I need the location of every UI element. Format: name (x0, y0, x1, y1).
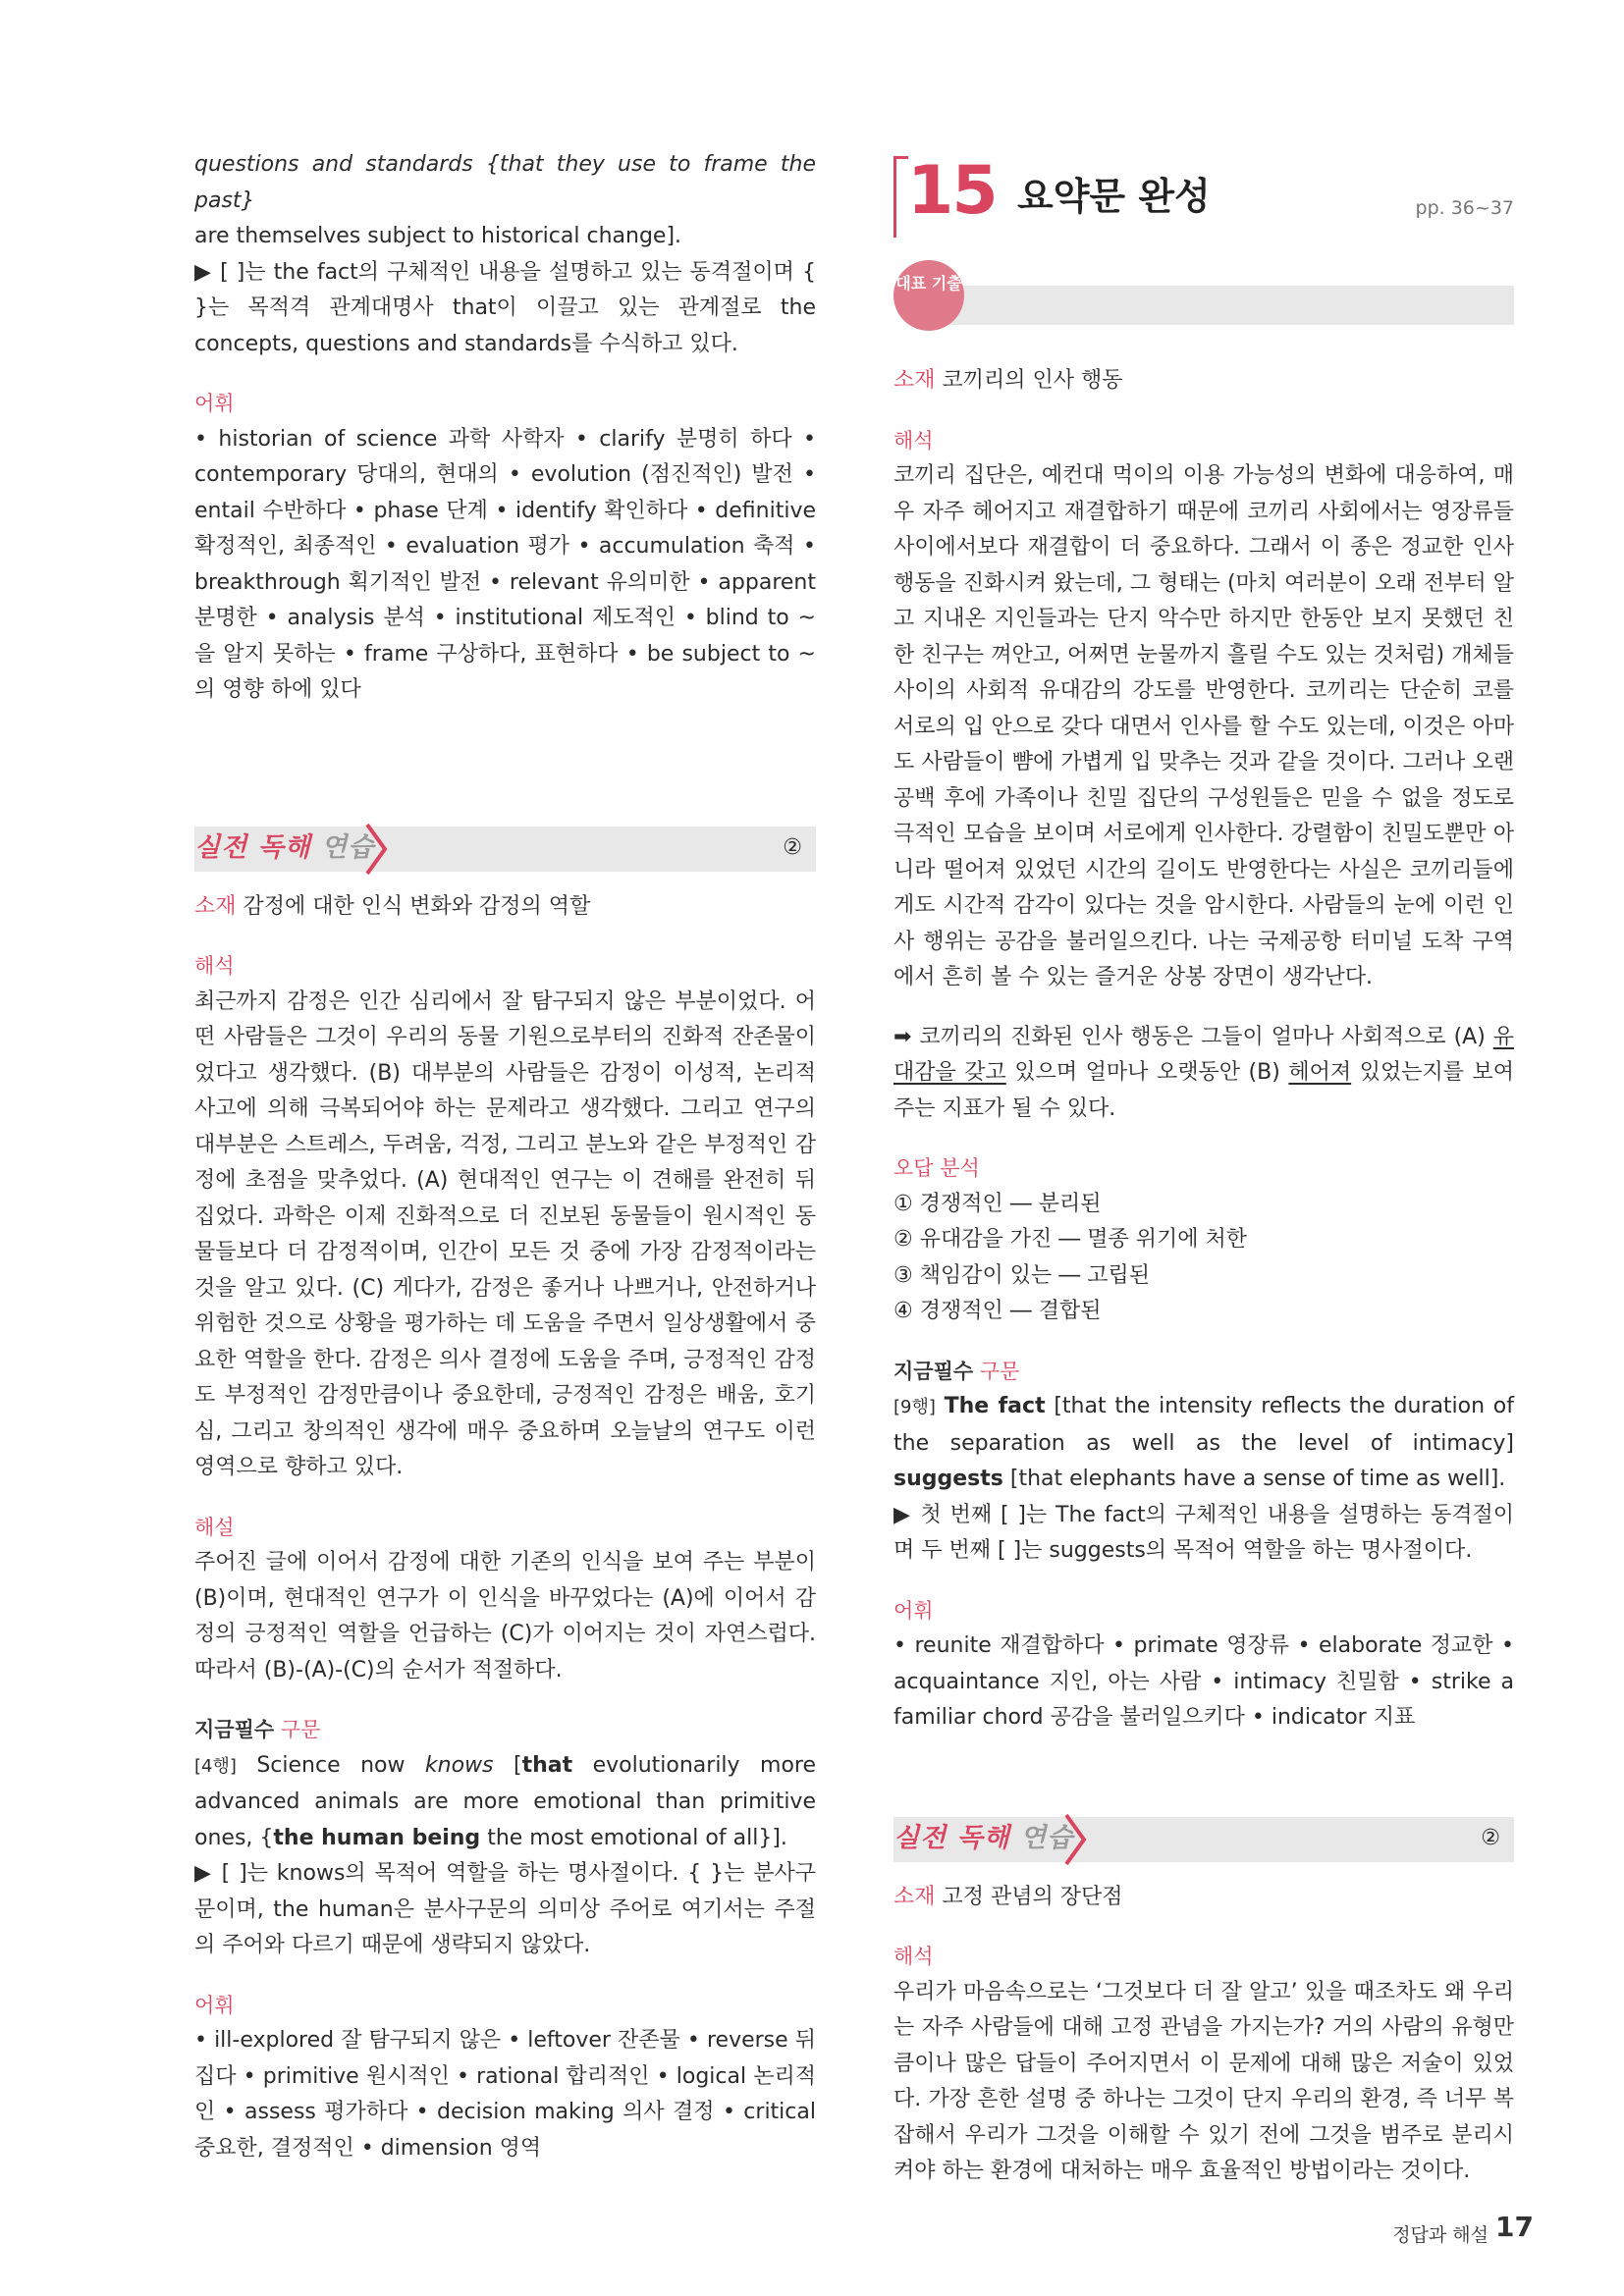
translation-label: 해석 (893, 428, 934, 453)
syntax-label: 지금필수 구문 (893, 1359, 1020, 1383)
explanation-text: 주어진 글에 이어서 감정에 대한 기존의 인식을 보여 주는 부분이 (B)이며, 현대적인 연구가 이 인식을 바꾸었다는 (A)에 이어서 감정의 긍정적인 역할을 언급하는 (C)가 이어지는 것이 자연스럽다. 따라서 (B)-(A)-(C)의 순서가 적절하다. (194, 1550, 816, 1682)
syntax-note: ▶ 첫 번째 [ ]는 The fact의 구체적인 내용을 설명하는 동격절이며 두 번째 [ ]는 suggests의 목적어 역할을 하는 명사절이다. (893, 1502, 1514, 1563)
syntax-sentence: [9행] The fact [that the intensity reflects the duration of the separation as well as the level of intimacy] suggests [that elephants have a sense of time as well]. (893, 1394, 1514, 1491)
translation2-label: 해석 (893, 1945, 934, 1968)
badge-row (893, 260, 1514, 325)
summary-answer-b: 헤어져 (1288, 1060, 1352, 1085)
summary-text: ➡ 코끼리의 진화된 인사 행동은 그들이 얼마나 사회적으로 (A) 유대감을 갖고 있으며 얼마나 오랫동안 (B) 헤어져 있었는지를 보여 주는 지표가 될 수 있다. (893, 1024, 1515, 1121)
vocab-list: • reunite 재결합하다 • primate 영장류 • elaborate 정교한 • acquaintance 지인, 아는 사람 • intimacy 친밀함 • strike a familiar chord 공감을 불러일으키다 • indicator 지표 (893, 1633, 1514, 1730)
practice-number: ② (783, 834, 802, 860)
topic2 (893, 1880, 1514, 1916)
translation2-text: 우리가 마음속으로는 ‘그것보다 더 잘 알고’ 있을 때조차도 왜 우리는 자주 사람들에 대해 고정 관념을 가지는가? 거의 사람의 유형만큼이나 많은 답들이 주어지면서 이 문제에 대해 많은 저술이 있었다. 가장 흔한 설명 중 하나는 그것이 단지 우리의 환경, 즉 너무 복잡해서 우리가 그것을 이해할 수 있기 전에 그것을 범주로 분리시켜야 하는 환경에 대처하는 매우 효율적인 방법이라는 것이다. (893, 1979, 1514, 2183)
wrong-answer-label: 오답 분석 (893, 1156, 980, 1180)
section-number: 15 (907, 152, 997, 230)
vocab-label: 어휘 (194, 392, 235, 415)
wrong-item: ② 유대감을 가진 ― 멸종 위기에 처한 (893, 1227, 1247, 1252)
practice-number: ② (1481, 1825, 1500, 1850)
intro-line-2: are themselves subject to historical change]. (194, 224, 682, 248)
topic-label: 소재 (194, 893, 237, 919)
practice-title: 실전 독해 연습 (893, 1822, 1074, 1853)
wrong-item: ③ 책임감이 있는 ― 고립된 (893, 1262, 1150, 1288)
section-pages: pp. 36~37 (1415, 197, 1514, 219)
syntax-sentence: [4행] Science now knows [that evolutionarily more advanced animals are more emotional than primitive ones, {the human being the most emotional of all}]. (194, 1752, 816, 1850)
representative-badge: 대표 기출 (893, 260, 964, 331)
topic-text: 코끼리의 인사 행동 (942, 368, 1123, 393)
vocab-list: • historian of science 과학 사학자 • clarify 분명히 하다 • contemporary 당대의, 현대의 • evolution (점진적인) 발전 • entail 수반하다 • phase 단계 • identify 확인하다 • definitive 확정적인, 최종적인 • evaluation 평가 • accumulation 축적 • breakthrough 획기적인 발전 • relevant 유의미한 • apparent 분명한 • analysis 분석 • institutional 제도적인 • blind to ~을 알지 못하는 • frame 구상하다, 표현하다 • be subject to ~의 영향 하에 있다 (194, 426, 816, 702)
translation-text: 코끼리 집단은, 예컨대 먹이의 이용 가능성의 변화에 대응하여, 매우 자주 헤어지고 재결합하기 때문에 코끼리 사회에서는 영장류들 사이에서보다 재결합이 더 중요하다. 그래서 이 종은 정교한 인사 행동을 진화시켜 왔는데, 그 형태는 (마치 여러분이 오래 전부터 알고 지내온 지인들과는 단지 악수만 하지만 한동안 보지 못했던 친한 친구는 껴안고, 어쩌면 눈물까지 흘릴 수도 있는 것처럼) 개체들 사이의 사회적 유대감의 강도를 반영한다. 코끼리는 단순히 코를 서로의 입 안으로 갖다 대면서 인사를 할 수도 있는데, 이것은 아마도 사람들이 뺨에 가볍게 입 맞추는 것과 같을 것이다. 그러나 오랜 공백 후에 가족이나 친밀 집단의 구성원들은 믿을 수 없을 정도로 극적인 모습을 보이며 서로에게 인사한다. 강렬함이 친밀도뿐만 아니라 떨어져 있었던 시간의 길이도 반영한다는 사실은 코끼리들에게도 시간적 감각이 있다는 것을 암시한다. 사람들의 눈에 이런 인사 행위는 공감을 불러일으킨다. 나는 국제공항 터미널 도착 구역에서 흔히 볼 수 있는 즐거운 상봉 장면이 생각난다. (893, 463, 1514, 989)
explanation-label: 해설 (194, 1515, 235, 1539)
page-number: 17 (1495, 2211, 1534, 2243)
footer-label: 정답과 해설 (1392, 2224, 1489, 2246)
left-column (194, 147, 816, 2166)
section-header (893, 152, 1514, 240)
syntax-note: ▶ [ ]는 knows의 목적어 역할을 하는 명사절이다. { }는 분사구문이며, the human은 분사구문의 의미상 주어로 여기서는 주절의 주어와 다르기 때문에 생략되지 않았다. (194, 1861, 816, 1957)
topic2-text: 고정 관념의 장단점 (942, 1884, 1123, 1909)
chevron-right-icon (1060, 1811, 1090, 1868)
topic (194, 889, 816, 926)
syntax-label: 지금필수 구문 (194, 1718, 321, 1741)
vocab2-list: • ill-explored 잘 탐구되지 않은 • leftover 잔존물 • reverse 뒤집다 • primitive 원시적인 • rational 합리적인 • logical 논리적인 • assess 평가하다 • decision making 의사 결정 • critical 중요한, 결정적인 • dimension 영역 (194, 2028, 816, 2161)
right-column (893, 363, 1514, 2190)
topic-label: 소재 (893, 368, 936, 393)
wrong-item: ① 경쟁적인 ― 분리된 (893, 1191, 1102, 1216)
wrong-item: ④ 경쟁적인 ― 결합된 (893, 1299, 1102, 1323)
chevron-right-icon (361, 821, 391, 878)
vocab2-label: 어휘 (194, 1993, 235, 2017)
intro-line-1: questions and standards {that they use to frame the past} (194, 152, 816, 213)
translation-label: 해석 (194, 954, 235, 978)
badge-bar (943, 286, 1514, 325)
practice-title: 실전 독해 연습 (194, 831, 375, 863)
vocab-label: 어휘 (893, 1598, 934, 1623)
section-title: 요약문 완성 (1017, 175, 1211, 218)
topic2-label: 소재 (893, 1884, 936, 1909)
intro-note: ▶ [ ]는 the fact의 구체적인 내용을 설명하고 있는 동격절이며 { }는 목적격 관계대명사 that이 이끌고 있는 관계절로 the concepts, questions and standards를 수식하고 있다. (194, 259, 816, 356)
translation-text: 최근까지 감정은 인간 심리에서 잘 탐구되지 않은 부분이었다. 어떤 사람들은 그것이 우리의 동물 기원으로부터의 진화적 잔존물이었다고 생각했다. (B) 대부분의 사람들은 감정이 이성적, 논리적 사고에 의해 극복되어야 하는 문제라고 생각했다. 그리고 연구의 대부분은 스트레스, 두려움, 걱정, 그리고 분노와 같은 부정적인 감정에 초점을 맞추었다. (A) 현대적인 연구는 이 견해를 완전히 뒤집었다. 과학은 이제 진화적으로 더 진보된 동물들이 원시적인 동물들보다 더 감정적이며, 인간이 모든 것 중에 가장 감정적이라는 것을 알고 있다. (C) 게다가, 감정은 좋거나 나쁘거나, 안전하거나 위험한 것으로 상황을 평가하는 데 도움을 주면서 일상생활에서 중요한 역할을 한다. 감정은 의사 결정에 도움을 주며, 긍정적인 감정도 부정적인 감정만큼이나 중요한데, 긍정적인 감정은 배움, 호기심, 그리고 창의적인 생각에 매우 중요하며 오늘날의 연구도 이런 영역으로 향하고 있다. (194, 988, 816, 1479)
topic-text: 감정에 대한 인식 변화와 감정의 역할 (243, 893, 591, 919)
practice-header (893, 1817, 1514, 1862)
practice-header (194, 827, 816, 872)
summary-answer-a: 유대감을 갖고 (893, 1024, 1514, 1085)
topic (893, 363, 1514, 400)
